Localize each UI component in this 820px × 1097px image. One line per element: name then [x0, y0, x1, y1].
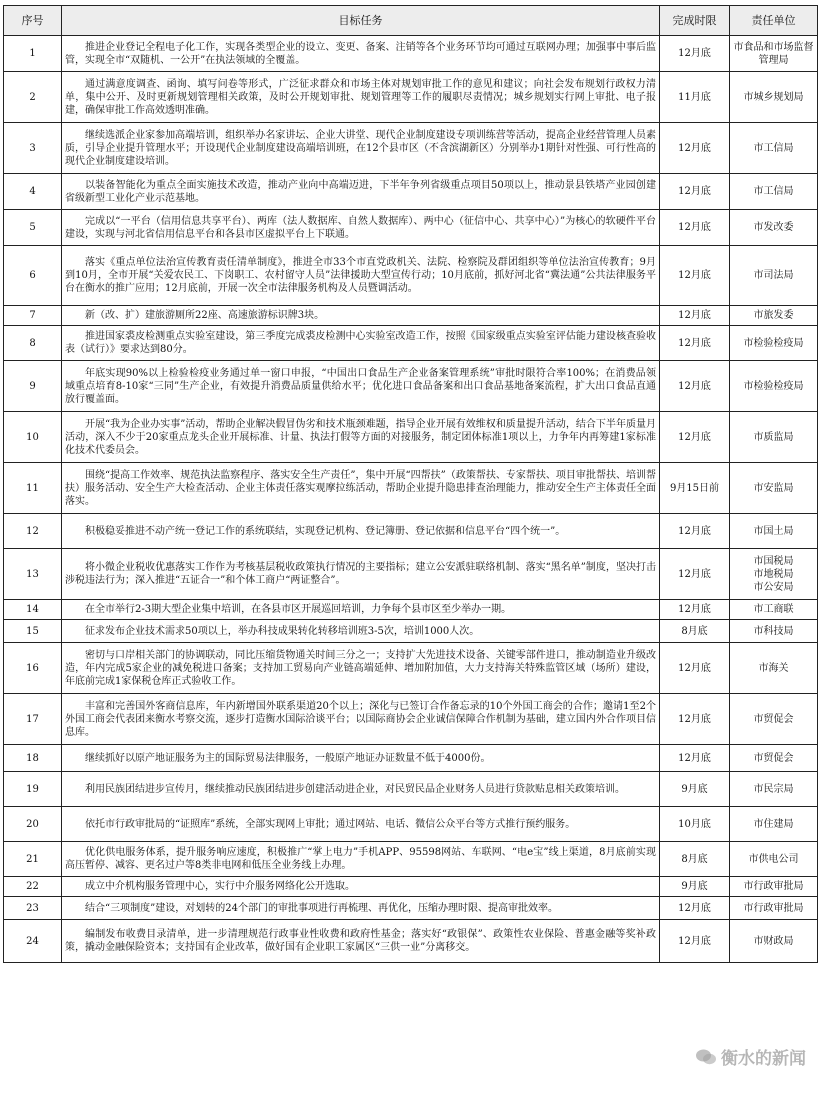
row-unit: 市工信局 — [730, 123, 818, 174]
row-task: 优化供电服务体系，提升服务响应速度，积极推广“掌上电力”手机APP、95598网站、车联网、“电e宝”线上渠道，8月底前实现高压暂停、减容、更名过户等8类非电网和低压全业务线上办理。 — [62, 842, 660, 877]
row-deadline: 12月底 — [660, 694, 730, 745]
row-deadline: 12月底 — [660, 306, 730, 326]
table-row — [4, 694, 818, 745]
row-deadline: 12月底 — [660, 549, 730, 600]
row-deadline: 8月底 — [660, 620, 730, 643]
row-number: 7 — [4, 306, 62, 326]
row-unit: 市贸促会 — [730, 745, 818, 772]
row-deadline: 10月底 — [660, 807, 730, 842]
header-task: 目标任务 — [62, 6, 660, 36]
table-row — [4, 807, 818, 842]
row-deadline: 12月底 — [660, 745, 730, 772]
row-unit: 市工商联 — [730, 600, 818, 620]
row-task: 继续抓好以原产地证服务为主的国际贸易法律服务，一般原产地证办证数量不低于4000份。 — [62, 745, 660, 772]
row-number: 19 — [4, 772, 62, 807]
header-deadline: 完成时限 — [660, 6, 730, 36]
row-number: 23 — [4, 897, 62, 920]
row-task: 依托市行政审批局的“证照库”系统，全部实现网上审批；通过网站、电话、微信公众平台等方式推行预约服务。 — [62, 807, 660, 842]
row-deadline: 9月15日前 — [660, 463, 730, 514]
row-deadline: 9月底 — [660, 772, 730, 807]
row-unit: 市发改委 — [730, 210, 818, 246]
row-number: 15 — [4, 620, 62, 643]
row-task: 推进国家裘皮检测重点实验室建设，第三季度完成裘皮检测中心实验室改造工作，按照《国家级重点实验室评估能力建设核查验收表（试行）》要求达到80分。 — [62, 326, 660, 361]
header-unit: 责任单位 — [730, 6, 818, 36]
task-table — [3, 5, 818, 963]
table-row — [4, 549, 818, 600]
table-row — [4, 246, 818, 306]
row-task: 开展“我为企业办实事”活动，帮助企业解决假冒伪劣和技术瓶颈难题，指导企业开展有效维权和质量提升活动，结合下半年质量月活动，深入不少于20家重点龙头企业开展标准、计量、执法打假等方面的对接服务，制定团体标准1项以上，力争年内再筹建1家标准化技术代委员会。 — [62, 412, 660, 463]
row-task: 通过满意度调查、函询、填写问卷等形式，广泛征求群众和市场主体对规划审批工作的意见和建议；向社会发布规划行政权力清单，集中公开、及时更新规划管理相关政策，及时公开规划审批、规划管理等工作的履职尽责情况；城乡规划实行网上审批、电子报建，确保审批工作高效透明准确。 — [62, 72, 660, 123]
table-row — [4, 463, 818, 514]
row-deadline: 12月底 — [660, 514, 730, 549]
row-task: 继续选派企业家参加高端培训，组织举办名家讲坛、企业大讲堂、现代企业制度建设专项训练营等活动，提高企业经营管理人员素质，引导企业提升管理水平；开设现代企业制度建设高端培训班，在12个县市区（不含滨湖新区）分别举办1期针对性强、可行性高的现代企业制度建设培训。 — [62, 123, 660, 174]
row-number: 14 — [4, 600, 62, 620]
row-unit: 市质监局 — [730, 412, 818, 463]
table-row — [4, 36, 818, 72]
row-task: 围绕“提高工作效率、规范执法监察程序、落实安全生产责任”，集中开展“四帮扶”（政策帮扶、专家帮扶、项目审批帮扶、培训帮扶）服务活动、安全生产大检查活动、企业主体责任落实观摩拉练活动，帮助企业提升隐患排查治理能力，推动安全生产主体责任全面落实。 — [62, 463, 660, 514]
row-number: 21 — [4, 842, 62, 877]
row-deadline: 12月底 — [660, 210, 730, 246]
row-deadline: 12月底 — [660, 326, 730, 361]
table-row — [4, 174, 818, 210]
row-task: 新（改、扩）建旅游厕所22座、高速旅游标识牌3块。 — [62, 306, 660, 326]
table-row — [4, 361, 818, 412]
row-task: 落实《重点单位法治宣传教育责任清单制度》，推进全市33个市直党政机关、法院、检察院及群团组织等单位法治宣传教育；9月到10月，全市开展“关爱农民工、下岗职工、农村留守人员”法律援助大型宣传行动；10月底前，抓好河北省“冀法通”公共法律服务平台在衡水的推广应用；12月底前，开展一次全市法律服务机构及人员暨调活动。 — [62, 246, 660, 306]
table-row — [4, 72, 818, 123]
row-number: 12 — [4, 514, 62, 549]
row-number: 11 — [4, 463, 62, 514]
row-number: 2 — [4, 72, 62, 123]
row-deadline: 12月底 — [660, 36, 730, 72]
row-unit: 市城乡规划局 — [730, 72, 818, 123]
row-deadline: 8月底 — [660, 842, 730, 877]
row-deadline: 12月底 — [660, 643, 730, 694]
table-row — [4, 920, 818, 963]
row-task: 积极稳妥推进不动产统一登记工作的系统联结，实现登记机构、登记簿册、登记依据和信息平台“四个统一”。 — [62, 514, 660, 549]
table-row — [4, 620, 818, 643]
table-row — [4, 326, 818, 361]
row-number: 17 — [4, 694, 62, 745]
row-unit: 市检验检疫局 — [730, 361, 818, 412]
row-unit: 市国土局 — [730, 514, 818, 549]
row-deadline: 9月底 — [660, 877, 730, 897]
row-number: 1 — [4, 36, 62, 72]
table-row — [4, 514, 818, 549]
row-deadline: 12月底 — [660, 361, 730, 412]
row-number: 22 — [4, 877, 62, 897]
row-task: 将小微企业税收优惠落实工作作为考核基层税收政策执行情况的主要指标；建立公安派驻联络机制、落实“黑名单”制度，坚决打击涉税违法行为；深入推进“五证合一”和个体工商户“两证整合”。 — [62, 549, 660, 600]
row-unit: 市科技局 — [730, 620, 818, 643]
table-row — [4, 772, 818, 807]
row-unit: 市工信局 — [730, 174, 818, 210]
row-number: 5 — [4, 210, 62, 246]
row-unit: 市旅发委 — [730, 306, 818, 326]
table-row — [4, 306, 818, 326]
row-task: 编制发布收费目录清单，进一步清理规范行政事业性收费和政府性基金；落实好“政银保”、政策性农业保险、普惠金融等奖补政策，撬动金融保险资本；支持国有企业改革，做好国有企业职工家属区“三供一业”分离移交。 — [62, 920, 660, 963]
table-row — [4, 412, 818, 463]
row-number: 16 — [4, 643, 62, 694]
row-number: 9 — [4, 361, 62, 412]
table-row — [4, 745, 818, 772]
row-number: 20 — [4, 807, 62, 842]
row-task: 完成以“一平台（信用信息共享平台）、两库（法人数据库、自然人数据库）、两中心（征信中心、共享中心）”为核心的软硬件平台建设，实现与河北省信用信息平台和各县市区虚拟平台上下联通。 — [62, 210, 660, 246]
row-deadline: 12月底 — [660, 920, 730, 963]
row-task: 丰富和完善国外客商信息库，年内新增国外联系渠道20个以上；深化与已签订合作备忘录的10个外国工商会的合作；邀请1至2个外国工商会代表团来衡水考察交流，逐步打造衡水国际洽谈平台；以国际商协会企业诚信保障合作机制为基础，建立国内外合作项目信息库。 — [62, 694, 660, 745]
row-task: 征求发布企业技术需求50项以上，举办科技成果转化转移培训班3-5次，培训1000人次。 — [62, 620, 660, 643]
row-unit: 市国税局 市地税局 市公安局 — [730, 549, 818, 600]
header-no: 序号 — [4, 6, 62, 36]
row-task: 密切与口岸相关部门的协调联动，同比压缩货物通关时间三分之一；支持扩大先进技术设备、关键零部件进口，推动制造业升级改造，年内完成5家企业的减免税进口备案；支持加工贸易向产业链高端延伸、增加附加值，大力支持海关特殊监管区域（场所）建设，年底前完成1家保税仓库正式验收工作。 — [62, 643, 660, 694]
row-task: 利用民族团结进步宣传月，继续推动民族团结进步创建活动进企业，对民贸民品企业财务人员进行贷款贴息相关政策培训。 — [62, 772, 660, 807]
table-row — [4, 842, 818, 877]
row-unit: 市住建局 — [730, 807, 818, 842]
table-row — [4, 897, 818, 920]
row-number: 8 — [4, 326, 62, 361]
row-unit: 市贸促会 — [730, 694, 818, 745]
row-deadline: 12月底 — [660, 123, 730, 174]
row-number: 18 — [4, 745, 62, 772]
row-unit: 市检验检疫局 — [730, 326, 818, 361]
row-number: 4 — [4, 174, 62, 210]
row-unit: 市行政审批局 — [730, 877, 818, 897]
row-number: 6 — [4, 246, 62, 306]
watermark — [695, 1044, 806, 1069]
row-unit: 市海关 — [730, 643, 818, 694]
row-task: 成立中介机构服务管理中心，实行中介服务网络化公开选取。 — [62, 877, 660, 897]
row-unit: 市财政局 — [730, 920, 818, 963]
row-unit: 市民宗局 — [730, 772, 818, 807]
row-task: 结合“三项制度”建设，对划转的24个部门的审批事项进行再梳理、再优化，压缩办理时限、提高审批效率。 — [62, 897, 660, 920]
row-unit: 市供电公司 — [730, 842, 818, 877]
row-deadline: 12月底 — [660, 174, 730, 210]
row-unit: 市司法局 — [730, 246, 818, 306]
table-row — [4, 123, 818, 174]
row-number: 3 — [4, 123, 62, 174]
row-number: 13 — [4, 549, 62, 600]
row-task: 以装备智能化为重点全面实施技术改造，推动产业向中高端迈进，下半年争列省级重点项目50项以上，推动景县铁塔产业园创建省级新型工业化产业示范基地。 — [62, 174, 660, 210]
watermark-text: 衡水的新闻 — [721, 1049, 806, 1069]
row-unit: 市安监局 — [730, 463, 818, 514]
wechat-icon — [695, 1048, 717, 1066]
row-number: 10 — [4, 412, 62, 463]
row-deadline: 12月底 — [660, 897, 730, 920]
table-row — [4, 877, 818, 897]
table-row — [4, 210, 818, 246]
row-task: 在全市举行2-3期大型企业集中培训，在各县市区开展巡回培训，力争每个县市区至少举办一期。 — [62, 600, 660, 620]
row-number: 24 — [4, 920, 62, 963]
row-deadline: 12月底 — [660, 600, 730, 620]
row-deadline: 12月底 — [660, 246, 730, 306]
row-task: 年底实现90%以上检验检疫业务通过单一窗口申报，“中国出口食品生产企业备案管理系统”审批时限符合率100%；在消费品领域重点培育8-10家“三同”生产企业，有效提升消费品质量供给水平；优化进口食品备案和出口食品基地备案流程，扩大出口食品直通放行覆盖面。 — [62, 361, 660, 412]
header-row — [4, 6, 818, 36]
row-deadline: 12月底 — [660, 412, 730, 463]
row-task: 推进企业登记全程电子化工作，实现各类型企业的设立、变更、备案、注销等各个业务环节均可通过互联网办理；加强事中事后监管，实现全市“双随机、一公开”在执法领域的全覆盖。 — [62, 36, 660, 72]
table-row — [4, 643, 818, 694]
row-unit: 市食品和市场监督管理局 — [730, 36, 818, 72]
table-row — [4, 600, 818, 620]
row-deadline: 11月底 — [660, 72, 730, 123]
row-unit: 市行政审批局 — [730, 897, 818, 920]
